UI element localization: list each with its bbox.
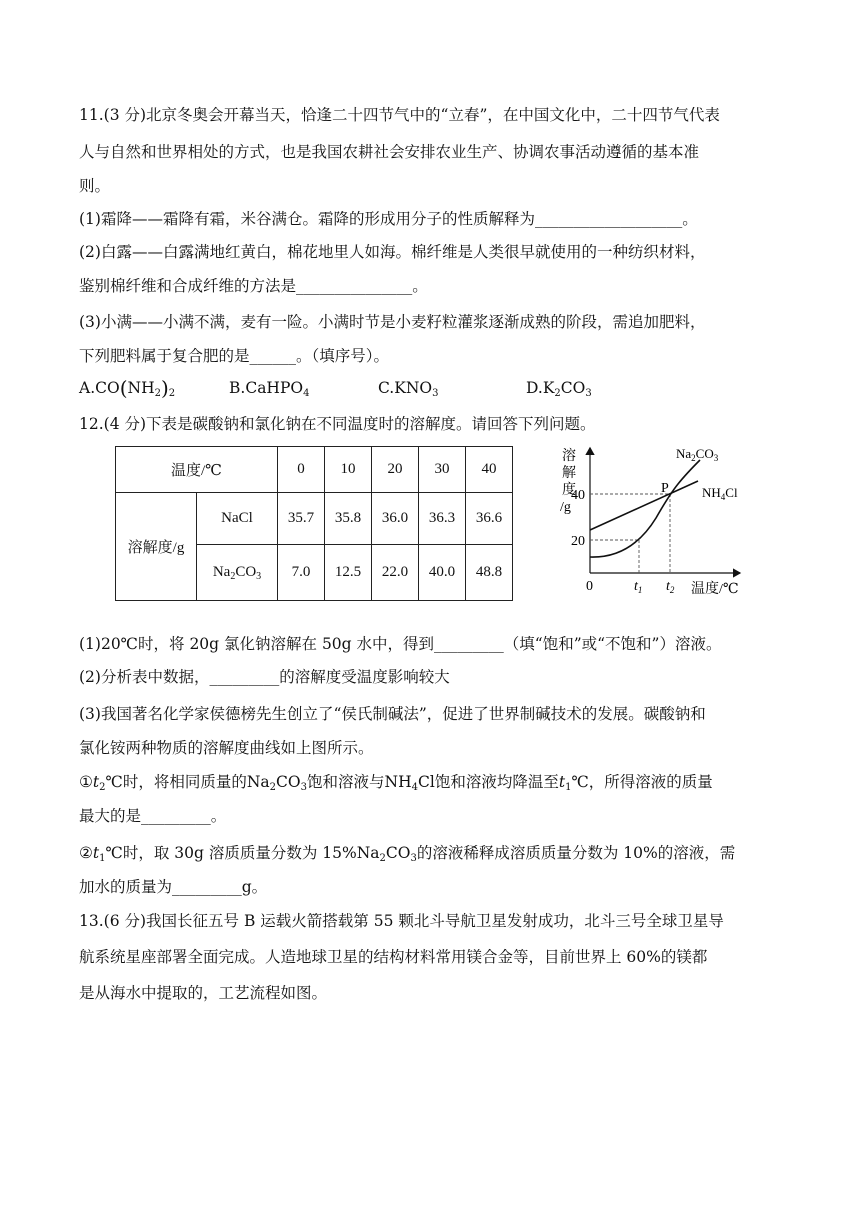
q11-line3: 则。	[79, 177, 111, 195]
temp-cell: 0	[278, 447, 325, 493]
q11-part2-line2: 鉴别棉纤维和合成纤维的方法是_______________。	[79, 277, 428, 295]
na2co3-value: 7.0	[278, 545, 325, 601]
y-label-char: 解	[562, 466, 576, 481]
q13-line1: 13.(6 分)我国长征五号 B 运载火箭搭载第 55 颗北斗导航卫星发射成功，北斗三号全球卫星导	[79, 912, 724, 930]
intersection-label: P	[661, 481, 669, 496]
q12-part3-line2: 氯化铵两种物质的溶解度曲线如上图所示。	[79, 739, 374, 757]
q12-sub1-line1: $①t_2℃$时，将相同质量的$Na_2CO_3$饱和溶液与$NH_4Cl$饱和溶液均降温至$t_1℃$，所得溶液的质量	[79, 773, 713, 793]
q11-option-c: $C.KNO_3$	[378, 379, 439, 399]
nacl-value: 36.0	[372, 493, 419, 545]
nacl-value: 35.7	[278, 493, 325, 545]
temp-cell: 10	[325, 447, 372, 493]
y-tick-label: 20	[571, 534, 585, 549]
temp-header: 温度/℃	[116, 447, 278, 493]
q11-option-a: $A.CO(NH_2)_2$	[79, 376, 176, 400]
na2co3-value: 40.0	[419, 545, 466, 601]
nacl-label: NaCl	[197, 493, 278, 545]
q11-part3-line2: 下列肥料属于复合肥的是______。（填序号）。	[79, 347, 390, 365]
na2co3-value: 48.8	[466, 545, 513, 601]
nacl-value: 36.3	[419, 493, 466, 545]
y-label-char: /g	[560, 500, 571, 515]
temp-cell: 20	[372, 447, 419, 493]
y-tick-label: 40	[571, 488, 585, 503]
q11-option-b: B.CaHPO$_4$	[229, 379, 310, 399]
q11-option-d: $D.K_2CO_3$	[526, 379, 592, 399]
temp-cell: 30	[419, 447, 466, 493]
q11-line2: 人与自然和世界相处的方式，也是我国农耕社会安排农业生产、协调农事活动遵循的基本准	[79, 143, 700, 161]
t1-label: $t_1$	[634, 579, 643, 595]
nacl-value: 35.8	[325, 493, 372, 545]
na2co3-curve-label: $Na_2CO_3$	[676, 446, 719, 463]
nacl-value: 36.6	[466, 493, 513, 545]
q12-sub2-line1: $②t_1℃$时，取 30g 溶质质量分数为 $15\%Na_2CO_3$的溶液稀释成溶质质量分数为 10%的溶液，需	[79, 844, 736, 864]
q12-sub2-line2: 加水的质量为_________g。	[79, 878, 268, 896]
q12-part2: (2)分析表中数据，_________的溶解度受温度影响较大	[79, 668, 450, 686]
q11-line1: 11.(3 分)北京冬奥会开幕当天，恰逢二十四节气中的“立春”，在中国文化中，二十四节气代表	[79, 106, 720, 124]
q11-part1: (1)霜降——霜降有霜，米谷满仓。霜降的形成用分子的性质解释为___________________。	[79, 210, 698, 228]
origin-label: 0	[586, 579, 593, 594]
q13-line2: 航系统星座部署全面完成。人造地球卫星的结构材料常用镁合金等，目前世界上 60%的镁都	[79, 948, 708, 966]
y-label-char: 溶	[562, 449, 576, 464]
q11-part2-line1: (2)白露——白露满地红黄白，棉花地里人如海。棉纤维是人类很早就使用的一种纺织材料，	[79, 243, 706, 261]
table-row	[116, 447, 513, 493]
temp-cell: 40	[466, 447, 513, 493]
na2co3-curve	[590, 460, 700, 557]
q12-part3-line1: (3)我国著名化学家侯德榜先生创立了“侯氏制碱法”，促进了世界制碱技术的发展。碳酸钠和	[79, 705, 706, 723]
x-axis-label: 温度/℃	[691, 582, 739, 597]
nh4cl-curve	[590, 481, 698, 530]
nh4cl-curve-label: $NH_4Cl$	[702, 485, 738, 502]
y-label-char: 度	[562, 483, 576, 498]
na2co3-label: $Na_2CO_3$	[197, 545, 278, 601]
na2co3-value: 22.0	[372, 545, 419, 601]
table-row	[116, 493, 513, 545]
solubility-table	[115, 446, 513, 601]
na2co3-value: 12.5	[325, 545, 372, 601]
q13-line3: 是从海水中提取的，工艺流程如图。	[79, 984, 328, 1002]
solubility-curve-graph	[548, 440, 760, 604]
q12-intro: 12.(4 分)下表是碳酸钠和氯化钠在不同温度时的溶解度。请回答下列问题。	[79, 415, 596, 433]
t2-label: $t_2$	[666, 579, 675, 595]
q12-part1: (1)20℃时，将 20g 氯化钠溶解在 50g 水中，得到_________（填“饱和”或“不饱和”）溶液。	[79, 635, 722, 653]
q12-sub1-line2: 最大的是_________。	[79, 807, 227, 825]
q11-part3-line1: (3)小满——小满不满，麦有一险。小满时节是小麦籽粒灌浆逐渐成熟的阶段，需追加肥料，	[79, 313, 706, 331]
solubility-label: 溶解度/g	[116, 493, 197, 601]
